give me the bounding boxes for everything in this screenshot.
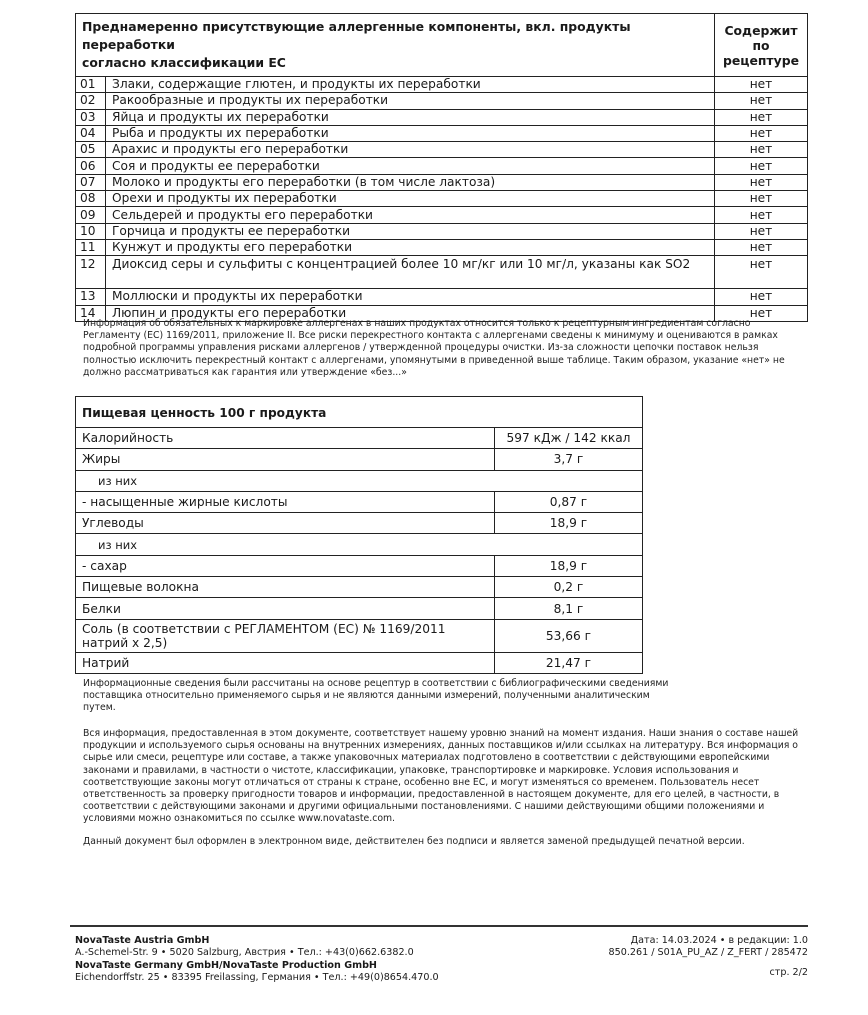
allergen-value: нет [715,77,808,93]
allergen-name: Диоксид серы и сульфиты с концентрацией более 10 мг/кг или 10 мг/л, указаны как SO2 [106,256,715,289]
nutrition-value: 18,9 г [495,513,643,534]
allergen-table [75,13,808,322]
nutrition-value: 18,9 г [495,555,643,576]
allergen-value: нет [715,223,808,239]
footer-divider [70,925,808,927]
allergen-name: Рыба и продукты их переработки [106,125,715,141]
allergen-name: Молоко и продукты его переработки (в том числе лактоза) [106,174,715,190]
allergen-name: Горчица и продукты ее переработки [106,223,715,239]
nutrition-value: 21,47 г [495,652,643,673]
allergen-number: 12 [76,256,106,289]
document-code: 850.261 / S01A_PU_AZ / Z_FERT / 285472 [608,947,808,959]
nutrition-row [76,619,643,652]
nutrition-title: Пищевая ценность 100 г продукта [76,397,643,428]
company-name-austria: NovaTaste Austria GmbH [75,935,210,946]
nutrition-value: 8,1 г [495,598,643,619]
allergen-row [76,239,808,255]
allergen-name: Моллюски и продукты их переработки [106,289,715,305]
legal-disclaimer: Вся информация, предоставленная в этом документе, соответствует нашему уровню знаний на момент издания. Наши знания о составе нашей продукции и используемого сырья основаны на внутренних измерениях, данных поставщиков и/или ссылках на литературу. Вся информация о сырье или смеси, рецептуре или составе, а также упаковочных материалах подготовлено в соответствии с действующими европейскими законами и правилами, в частности о чистоте, классификации, упаковке, транспортировке и маркировке. Условия использования и соответствующие законы могут отличаться от страны к стране, особенно вне ЕС, и могут изменяться со временем. Пользователь несет ответственность за проверку пригодности товаров и информации, предоставленной в настоящем документе, для его целей, в частности, в соответствии с действующими законами и другими официальными постановлениями. С нашими действующими общими положениями и условиями можно ознакомиться по ссылке www.novataste.com. [83,728,799,825]
allergen-value: нет [715,207,808,223]
allergen-number: 06 [76,158,106,174]
allergen-row [76,223,808,239]
nutrition-row [76,555,643,576]
nutrition-label: Соль (в соответствии с РЕГЛАМЕНТОМ (ЕС) № 1169/2011 натрий x 2,5) [76,619,495,652]
allergen-value: нет [715,109,808,125]
nutrition-label: - сахар [76,555,495,576]
allergen-value: нет [715,174,808,190]
allergen-number: 03 [76,109,106,125]
nutrition-label: из них [76,534,643,555]
allergen-name: Люпин и продукты его переработки [106,305,715,321]
nutrition-subheader [76,534,643,555]
nutrition-subheader [76,470,643,491]
allergen-value: нет [715,142,808,158]
allergen-row [76,142,808,158]
nutrition-label: Углеводы [76,513,495,534]
allergen-row [76,174,808,190]
allergen-value: нет [715,305,808,321]
allergen-number: 08 [76,191,106,207]
allergen-name: Арахис и продукты его переработки [106,142,715,158]
allergen-value: нет [715,158,808,174]
electronic-document-note: Данный документ был оформлен в электронном виде, действителен без подписи и является заменой предыдущей печатной версии. [83,836,745,847]
nutrition-header [76,397,643,428]
allergen-number: 13 [76,289,106,305]
allergen-row [76,93,808,109]
allergen-value: нет [715,289,808,305]
allergen-row [76,77,808,93]
allergen-disclaimer: Информация об обязательных к маркировке аллергенах в наших продуктах относится только к рецептурным ингредиентам согласно Регламенту (ЕС) 1169/2011, приложение II. Все риски перекрестного контакта с аллергенами сведены к минимуму и оцениваются в рамках подробной программы управления рисками аллергенов / утвержденной процедуры очистки. Из-за сложности цепочки поставок нельзя полностью исключить перекрестный контакт с аллергенами, упомянутыми в приведенной выше таблице. Таким образом, указание «нет» не должно рассматриваться как гарантия или утверждение «без...» [83,318,785,378]
nutrition-row [76,491,643,512]
allergen-name: Соя и продукты ее переработки [106,158,715,174]
nutrition-value: 0,2 г [495,577,643,598]
allergen-name: Орехи и продукты их переработки [106,191,715,207]
allergen-number: 01 [76,77,106,93]
nutrition-value: 0,87 г [495,491,643,512]
allergen-name: Злаки, содержащие глютен, и продукты их переработки [106,77,715,93]
company-address-austria: A.-Schemel-Str. 9 • 5020 Salzburg, Австрия • Тел.: +43(0)662.6382.0 [75,947,414,959]
allergen-number: 10 [76,223,106,239]
nutrition-label: Натрий [76,652,495,673]
nutrition-row [76,513,643,534]
allergen-name: Яйца и продукты их переработки [106,109,715,125]
company-address-germany: Eichendorffstr. 25 • 83395 Freilassing, Германия • Тел.: +49(0)8654.470.0 [75,971,439,983]
allergen-number: 14 [76,305,106,321]
allergen-header-contains: Содержит по рецептуре [715,14,808,77]
nutrition-value: 597 кДж / 142 ккал [495,428,643,449]
allergen-row [76,158,808,174]
allergen-value: нет [715,191,808,207]
allergen-value: нет [715,256,808,289]
allergen-name: Сельдерей и продукты его переработки [106,207,715,223]
nutrition-value: 53,66 г [495,619,643,652]
allergen-number: 02 [76,93,106,109]
nutrition-label: Пищевые волокна [76,577,495,598]
allergen-value: нет [715,93,808,109]
allergen-row [76,256,808,289]
nutrition-row [76,598,643,619]
nutrition-row [76,577,643,598]
allergen-name: Кунжут и продукты его переработки [106,239,715,255]
nutrition-row [76,428,643,449]
allergen-number: 05 [76,142,106,158]
nutrition-value: 3,7 г [495,449,643,470]
nutrition-disclaimer: Информационные сведения были рассчитаны на основе рецептур в соответствии с библиографическими сведениями поставщика относительно применяемого сырья и не являются данными измерений, полученными аналитическим путем. [83,678,669,714]
allergen-number: 11 [76,239,106,255]
allergen-value: нет [715,125,808,141]
allergen-row [76,191,808,207]
allergen-value: нет [715,239,808,255]
company-name-germany: NovaTaste Germany GmbH/NovaTaste Production GmbH [75,959,377,971]
nutrition-row [76,652,643,673]
nutrition-label: из них [76,470,643,491]
allergen-row [76,207,808,223]
nutrition-label: - насыщенные жирные кислоты [76,491,495,512]
nutrition-label: Калорийность [76,428,495,449]
nutrition-label: Жиры [76,449,495,470]
nutrition-row [76,449,643,470]
allergen-row [76,109,808,125]
page-number: стр. 2/2 [769,966,808,978]
allergen-header-title: Преднамеренно присутствующие аллергенные компоненты, вкл. продукты переработки согласно классификации ЕС [76,14,715,77]
allergen-number: 04 [76,125,106,141]
allergen-number: 09 [76,207,106,223]
nutrition-label: Белки [76,598,495,619]
nutrition-table [75,396,643,674]
allergen-table-header [76,14,808,77]
allergen-row [76,125,808,141]
footer-company-info [75,935,439,984]
allergen-name: Ракообразные и продукты их переработки [106,93,715,109]
allergen-number: 07 [76,174,106,190]
document-date: Дата: 14.03.2024 • в редакции: 1.0 [630,935,808,946]
footer-document-info [609,935,808,979]
allergen-row [76,289,808,305]
